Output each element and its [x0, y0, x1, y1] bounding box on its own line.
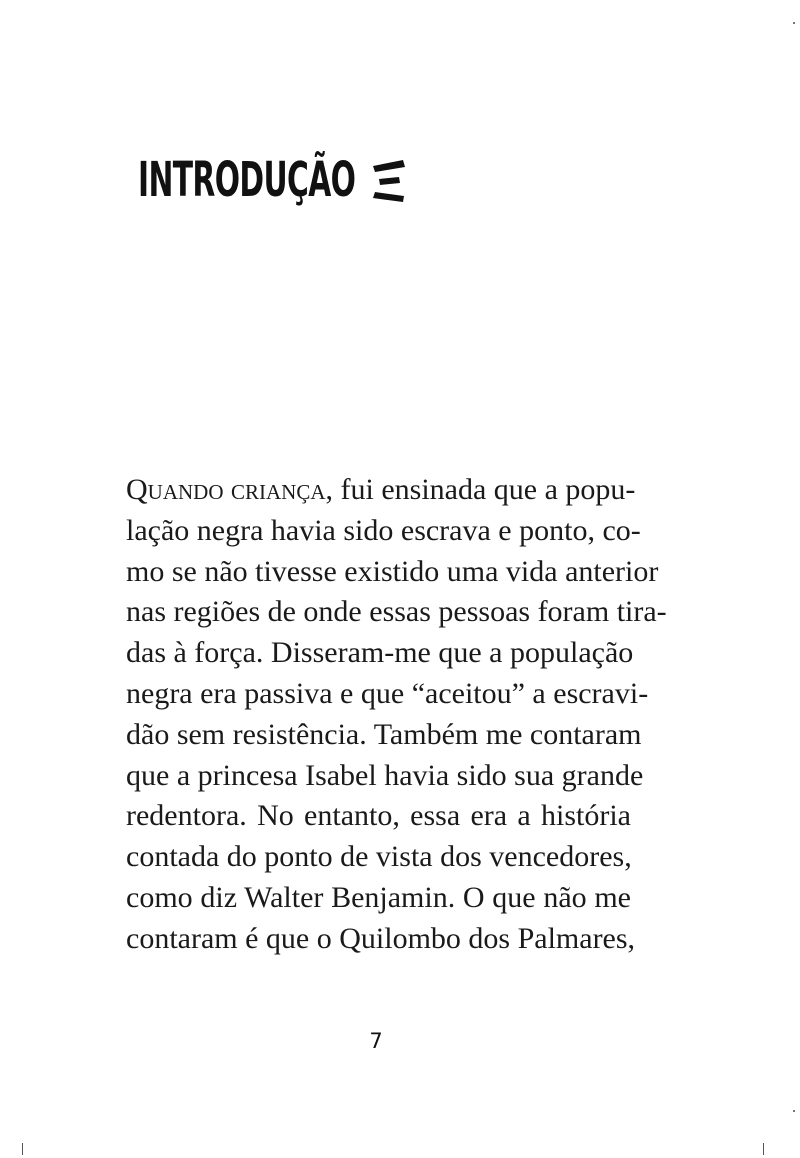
- body-line: nas regiões de onde essas pessoas foram tira-: [126, 595, 667, 629]
- body-line: como diz Walter Benjamin. O que não me: [126, 880, 631, 914]
- body-line: mo se não tivesse existido uma vida anterior: [126, 554, 659, 588]
- body-line: que a princesa Isabel havia sido sua grande: [126, 758, 644, 792]
- chapter-title: INTRODUÇÃO: [138, 152, 356, 208]
- body-line: [126, 470, 636, 511]
- body-line: negra era passiva e que “aceitou” a escravi-: [126, 676, 649, 710]
- chapter-ornament-icon: [369, 158, 409, 204]
- body-line: das à força. Disseram-me que a população: [126, 636, 634, 670]
- crop-mark-top-right: [793, 22, 795, 24]
- crop-mark-bottom-left: [22, 1143, 23, 1155]
- body-line: lação negra havia sido escrava e ponto, co-: [126, 513, 641, 547]
- crop-mark-bottom-right: [763, 1143, 764, 1155]
- ornament-stroke-bottom: [373, 192, 404, 202]
- body-line: redentora. No entanto, essa era a história: [126, 799, 631, 833]
- ornament-stroke-top: [373, 160, 405, 172]
- body-paragraph: [126, 470, 667, 960]
- page-number: 7: [369, 1029, 383, 1053]
- opening-line-rest: , fui ensinada que a popu-: [325, 473, 636, 506]
- opening-small-caps: Quando criança: [126, 473, 326, 506]
- body-line: contaram é que o Quilombo dos Palmares,: [126, 921, 636, 955]
- ornament-stroke-middle: [379, 177, 400, 185]
- body-line: dão sem resistência. Também me contaram: [126, 717, 642, 751]
- crop-mark-right-edge: [793, 1110, 795, 1112]
- body-line: contada do ponto de vista dos vencedores,: [126, 840, 632, 874]
